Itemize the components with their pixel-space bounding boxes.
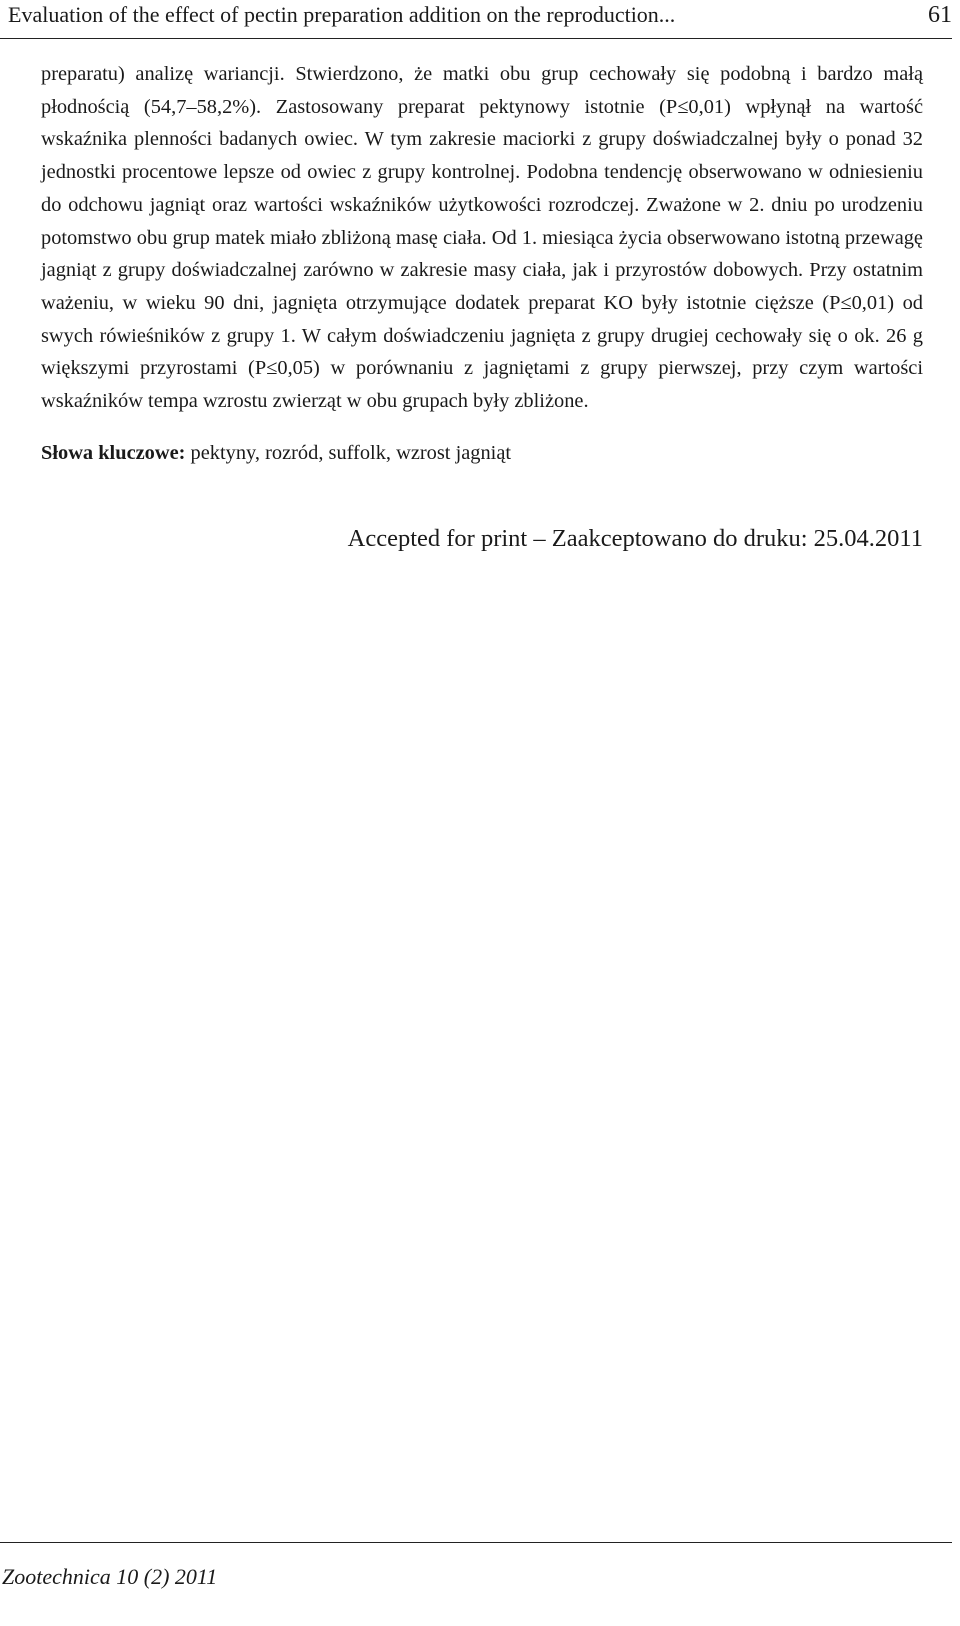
keywords-line (41, 437, 923, 469)
journal-footer: Zootechnica 10 (2) 2011 (2, 1564, 218, 1589)
keywords-label: Słowa kluczowe: (41, 442, 186, 464)
keywords-text: pektyny, rozród, suffolk, wzrost jagniąt (185, 442, 512, 464)
running-title: Evaluation of the effect of pectin preparation addition on the reproduction... (8, 2, 676, 27)
running-head (8, 0, 960, 36)
header-divider (0, 38, 952, 39)
footer-divider (0, 1542, 952, 1543)
abstract-paragraph: preparatu) analizę wariancji. Stwierdzono, że matki obu grup cechowały się podobną i bardzo małą płodnością (54,7–58,2%). Zastosowany preparat pektynowy istotnie (P≤0,01) wpłynął na wartość wskaźnika plenności badanych owiec. W tym zakresie maciorki z grupy doświadczalnej były o ponad 32 jednostki procentowe lepsze od owiec z grupy kontrolnej. Podobna tendencję obserwowano w odniesieniu do odchowu jagniąt oraz wartości wskaźników użytkowości rozrodczej. Zważone w 2. dniu po urodzeniu potomstwo obu grup matek miało zbliżoną masę ciała. Od 1. miesiąca życia obserwowano istotną przewagę jagniąt z grupy doświadczalnej zarówno w zakresie masy ciała, jak i przyrostów dobowych. Przy ostatnim ważeniu, w wieku 90 dni, jagnięta otrzymujące dodatek preparat KO były istotnie cięższe (P≤0,01) od swych rówieśników z grupy 1. W całym doświadczeniu jagnięta z grupy drugiej cechowały się o ok. 26 g większymi przyrostami (P≤0,05) w porównaniu z jagniętami z grupy pierwszej, przy czym wartości wskaźników tempa wzrostu zwierząt w obu grupach były zbliżone. (41, 63, 923, 413)
page-number: 61 (928, 2, 952, 28)
accepted-date-line: Accepted for print – Zaakceptowano do druku: 25.04.2011 (347, 525, 923, 552)
